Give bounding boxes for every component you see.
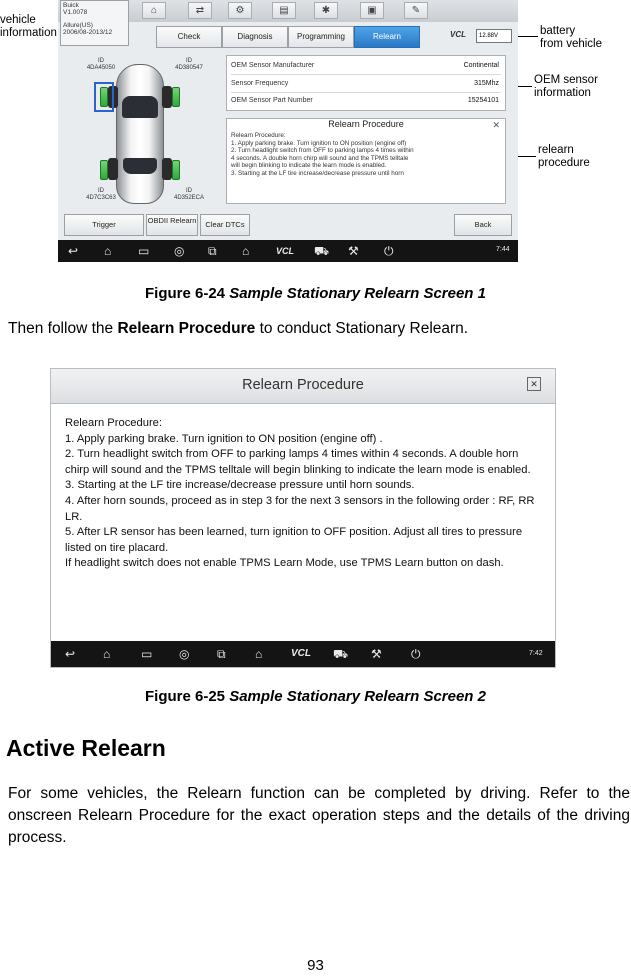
car-windshield [122,96,158,118]
sensor-id-rear-right: ID 4D352ECA [173,188,205,201]
procedure-header [51,369,555,404]
tablet-screenshot-1 [58,0,518,262]
action-buttons [58,214,518,236]
system-navigation-bar [51,641,555,667]
battery-indicator: 12.88V [476,29,512,43]
tire-front-right [162,86,172,108]
tire-rear-left [108,158,118,180]
procedure-title: Relearn Procedure [328,119,404,129]
autel-home-icon[interactable]: ⌂ [255,647,263,661]
help-icon[interactable]: ✱ [314,2,338,19]
table-row: OEM Sensor Manufacturer Continental [231,58,501,75]
vcl-indicator: VCL [450,30,466,39]
tab-relearn[interactable]: Relearn [354,26,420,48]
procedure-text: Relearn Procedure: 1. Apply parking brake. Turn ignition to ON position (engine off) . 2. Turn headlight switch from OFF to parking lamps 4 times within 4 seconds. A double horn chirp will sound and the TPMS telltale will begin blinking to indicate the learn mode is enabled. 3. Starting at the LF tire increase/decrease pressure until horn sounds. 4. After horn sounds, proceed as in step 3 for the next 3 sensors in the following order : RF, RR LR. 5. After LR sensor has been learned, turn ignition to OFF position. Adjust all tires to pressure listed on tire placard. If headlight switch does not enable TPMS Learn Mode, use TPMS Learn button on dash. [65,417,535,570]
home-icon[interactable]: ⌂ [103,647,111,661]
autel-home-icon[interactable]: ⌂ [242,244,250,258]
sensor-id-rear-left: ID 4D7C3C63 [86,188,116,201]
sensor-rear-right-indicator[interactable] [172,160,180,180]
back-icon[interactable]: ↩ [65,647,76,661]
relearn-procedure-panel [226,118,506,204]
browser-icon[interactable]: ◎ [174,244,185,258]
expand-icon[interactable]: ✕ [492,120,500,130]
collapse-icon[interactable]: ✕ [527,377,541,391]
back-button[interactable]: Back [454,214,512,236]
recent-apps-icon[interactable]: ▭ [141,647,153,661]
vehicle-swap-icon[interactable]: ⇄ [188,2,212,19]
figure-6-25-caption: Figure 6-25 Sample Stationary Relearn Screen 2 [145,688,486,705]
power-icon[interactable]: ⏻ [411,647,421,661]
callout-oem-sensor-information: OEM sensor information [534,74,598,99]
tab-programming[interactable]: Programming [288,26,354,48]
sensor-front-right-indicator[interactable] [172,87,180,107]
vcl-icon[interactable]: VCL [276,246,294,256]
callout-arrow [518,36,538,37]
home-icon[interactable]: ⌂ [104,244,112,258]
callout-vehicle-information: vehicle information [0,14,57,39]
print-icon[interactable]: ▤ [272,2,296,19]
settings-icon[interactable]: ⚙ [228,2,252,19]
car-image [116,64,164,204]
figure-6-24 [0,0,631,265]
screenshot-icon[interactable]: ⧉ [208,244,217,258]
sensor-id-front-right: ID 4D380547 [175,58,203,71]
tablet-screenshot-2 [50,368,556,668]
trigger-button[interactable]: Trigger [64,214,144,236]
paragraph-relearn-instruction: Then follow the Relearn Procedure to conduct Stationary Relearn. [8,320,469,337]
vehicle-info-box: Buick V1.0078 Allure(US) 2006/08-2013/12 [60,0,129,46]
table-row: OEM Sensor Part Number 15254101 [231,97,499,104]
system-navigation-bar [58,240,518,262]
browser-icon[interactable]: ◎ [179,647,190,661]
status-time: 7:44 [496,246,510,253]
figure-6-24-caption: Figure 6-24 Sample Stationary Relearn Screen 1 [145,285,486,302]
procedure-title: Relearn Procedure [242,377,364,393]
screenshot-icon[interactable]: ⧉ [217,647,226,661]
oem-sensor-info-table [226,55,506,111]
shop-manager-icon[interactable]: ⚒ [371,647,382,661]
status-time: 7:42 [529,650,543,657]
vehicle-sensor-panel [60,50,220,210]
sensor-rear-left-indicator[interactable] [100,160,108,180]
callout-relearn-procedure: relearn procedure [538,144,590,169]
edit-icon[interactable]: ✎ [404,2,428,19]
power-icon[interactable]: ⏻ [384,244,394,258]
sensor-front-left-indicator[interactable] [100,87,108,107]
page-number: 93 [307,957,324,974]
sensor-id-front-left: ID 4DA45050 [86,58,116,71]
car-rear-window [123,158,157,174]
section-heading: Active Relearn [6,735,166,761]
tire-rear-right [162,158,172,180]
table-row: Sensor Frequency 315Mhz [231,76,501,93]
callout-battery: battery from vehicle [540,25,602,50]
vehicle-icon[interactable]: ⛟ [314,244,330,258]
procedure-text: Relearn Procedure: 1. Apply parking brake. Turn ignition to ON position (engine off) 2. Turn headlight switch from OFF to parking lamps 4 times within 4 seconds. A double horn chirp will sound and the TPMS telltale will begin blinking to indicate the learn mode is enabled. 3. Starting at the LF tire increase/decrease pressure until horn [231,132,414,177]
back-icon[interactable]: ↩ [68,244,79,258]
tab-diagnosis[interactable]: Diagnosis [222,26,288,48]
vcl-icon[interactable]: VCL [291,648,311,659]
home-icon[interactable]: ⌂ [142,2,166,19]
clear-dtcs-button[interactable]: Clear DTCs [200,214,250,236]
vehicle-icon[interactable]: ⛟ [333,647,349,661]
tab-check[interactable]: Check [156,26,222,48]
obdii-relearn-button[interactable]: OBDII Relearn [146,214,198,236]
shop-manager-icon[interactable]: ⚒ [348,244,359,258]
recent-apps-icon[interactable]: ▭ [138,244,150,258]
save-icon[interactable]: ▣ [360,2,384,19]
paragraph-active-relearn: For some vehicles, the Relearn function can be completed by driving. Refer to the onscreen Relearn Procedure for the exact operation steps and the details of the driving process. [8,785,630,846]
